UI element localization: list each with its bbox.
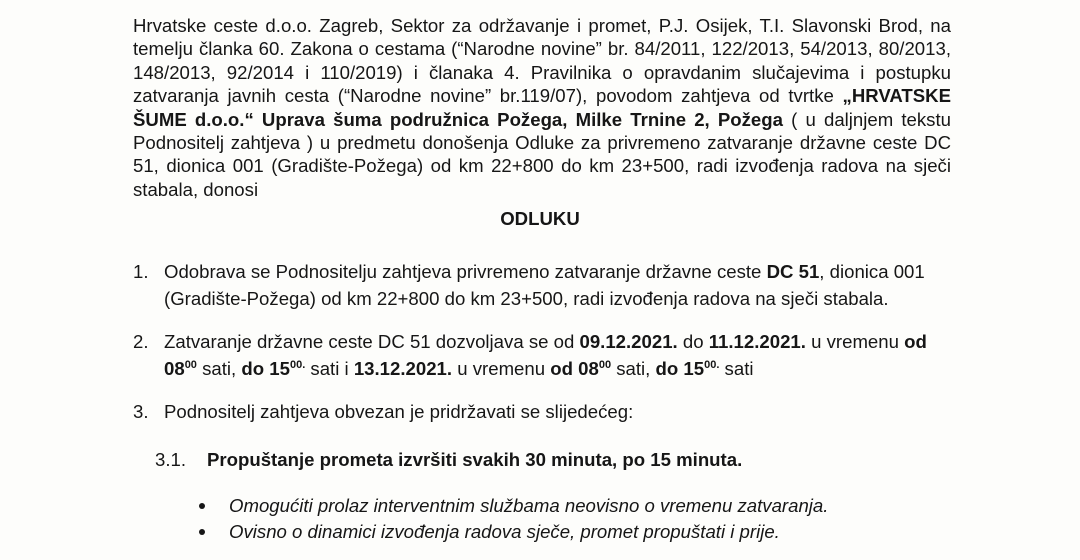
sub-item-number: 3.1. <box>155 449 187 470</box>
hours-word: sati <box>719 358 754 379</box>
time-from-2-minutes: 00 <box>598 359 612 371</box>
time-from-2: od 08 <box>550 358 599 379</box>
item-2-text-a: Zatvaranje državne ceste DC 51 dozvoljava se od <box>164 331 580 352</box>
bullet-text: Ovisno o dinamici izvođenja radova sječe, promet propuštati i prije. <box>229 521 780 542</box>
intro-paragraph <box>133 14 951 201</box>
intro-text-3: ( u daljnjem tekstu Podnositelj zahtjeva ) u predmetu donošenja Odluke za privremeno zatvaranje državne ceste DC 51, dionica 001 (Gradište-Požega) od km 22+800 do km 23+500, radi izvođenja radova na sječi stabala, donosi <box>133 108 951 200</box>
time-to-2-minutes: 00. <box>704 359 720 371</box>
time-from-hour: 08 <box>164 358 185 379</box>
road-label: DC 51 <box>766 261 820 282</box>
item-1-text-a: Odobrava se Podnositelju zahtjeva privremeno zatvaranje državne ceste <box>164 261 767 282</box>
item-number: 2. <box>133 331 149 352</box>
intro-text-1: Hrvatske ceste d.o.o. Zagreb, Sektor za održavanje i promet, P.J. Osijek, T.I. Slavonski Brod, na temelju članka 60. Zakona o cestama (“Narodne novine” br. 84/2011, 122/2013, 54/2013, 80/2013, 148/2013, 92/2014 i 110/2019) i članaka 4. Pravilnika o opravdanim slučajevima i postupku zatvaranja javnih cesta (“Narodne novine” br.119/07), povodom zahtjeva od tvrtke <box>133 15 951 107</box>
item-2-text-a2: do <box>677 331 709 352</box>
date-end: 11.12.2021. <box>708 331 806 352</box>
item-number: 3. <box>133 401 149 422</box>
bullet-dot-icon <box>199 503 205 509</box>
hours-word: sati, <box>196 358 242 379</box>
hours-word: sati i <box>305 358 354 379</box>
hours-word: sati, <box>611 358 656 379</box>
item-2-text-a4: u vremenu <box>452 358 551 379</box>
item-text <box>164 258 964 312</box>
time-from-minutes: 00 <box>184 359 197 371</box>
item-text <box>164 328 964 382</box>
item-2-text-a3: u vremenu <box>805 331 905 352</box>
item-text: Podnositelj zahtjeva obvezan je pridržavati se slijedećeg: <box>164 401 634 422</box>
decision-title: ODLUKU <box>500 208 580 229</box>
item-number: 1. <box>133 261 149 282</box>
date-start: 09.12.2021. <box>579 331 678 352</box>
bullet-text: Omogućiti prolaz interventnim službama neovisno o vremenu zatvaranja. <box>229 495 829 516</box>
item-1-text-c: , dionica 001 (Gradište-Požega) od km 22+800 do km 23+500, radi izvođenja radova na sječi stabala. <box>164 261 925 309</box>
intro-company-name: „HRVATSKE ŠUME d.o.o.“ Uprava šuma podružnica Požega, Milke Trnine 2, Požega <box>133 85 951 130</box>
time-to: do 15 <box>241 358 290 379</box>
date-extra: 13.12.2021. <box>353 358 453 379</box>
time-to-minutes: 00. <box>289 359 306 371</box>
time-to-2: do 15 <box>655 358 705 379</box>
time-from-label: od <box>904 331 927 352</box>
sub-item-text: Propuštanje prometa izvršiti svakih 30 minuta, po 15 minuta. <box>207 449 743 470</box>
bullet-dot-icon <box>199 529 205 535</box>
